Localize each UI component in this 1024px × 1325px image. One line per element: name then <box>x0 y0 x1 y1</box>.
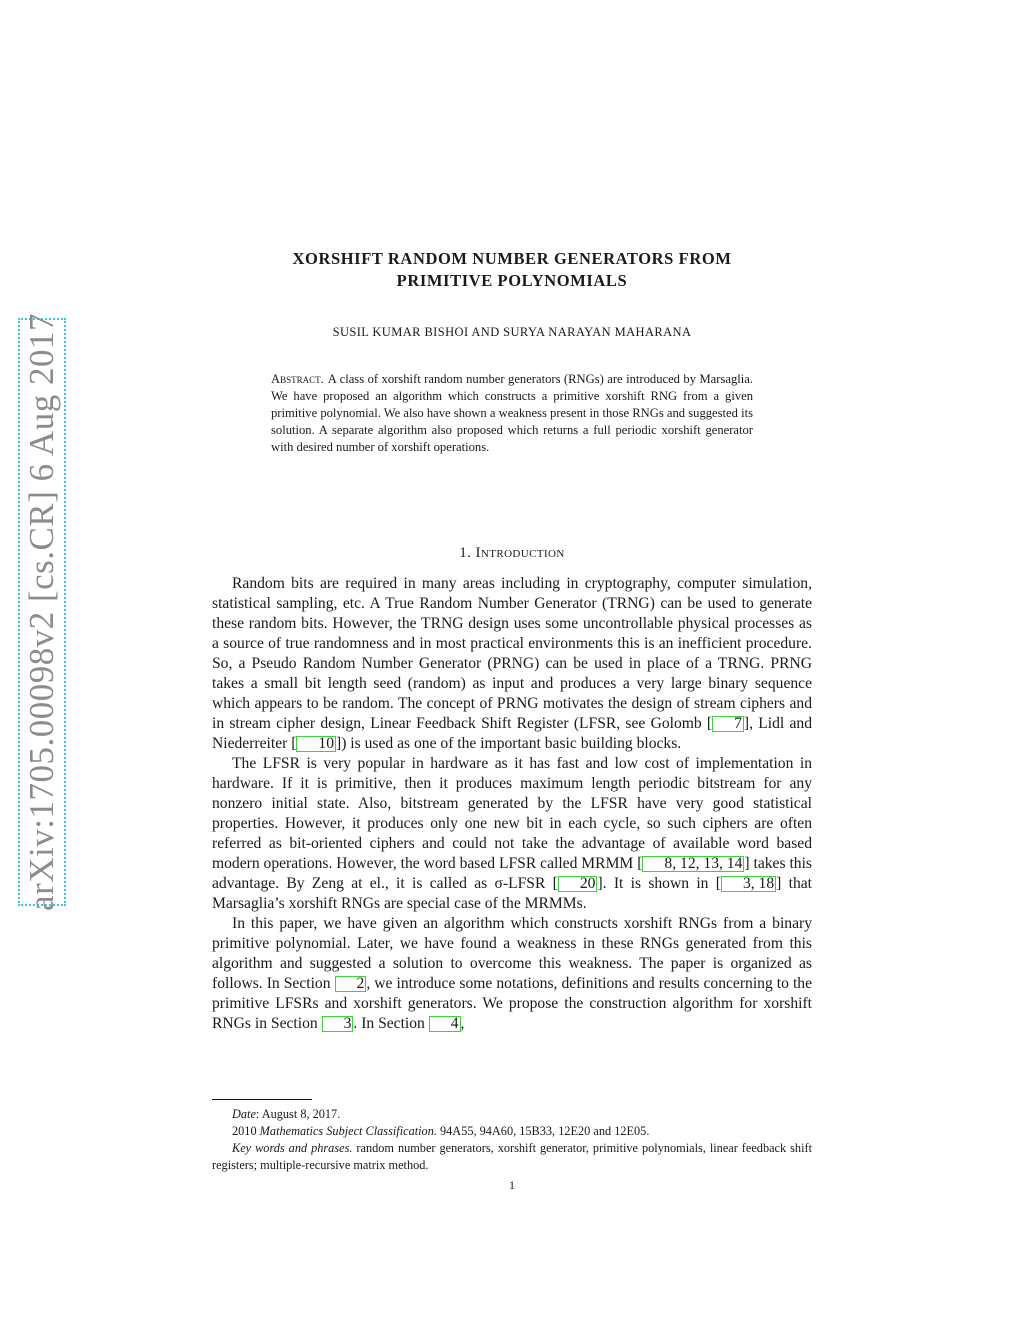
title-line-1: XORSHIFT RANDOM NUMBER GENERATORS FROM <box>292 249 732 268</box>
paragraph-2: The LFSR is very popular in hardware as it has fast and low cost of implementation in hardware. If it is primitive, then it produces maximum length periodic bitstream for any nonzero initial state. Also, bitstream generated by the LFSR have very good statistical properties. However, it produces only one new bit in each cycle, so such ciphers are often referred as bit-oriented ciphers and could not take the advantage of available word based modern operations. However, the word based LFSR called MRMM [ 8, 12, 13, 14 ] takes this advantage. By Zeng at el., it is called as σ-LFSR [ 20 ]. It is shown in [ 3, 18 ] that Marsaglia’s xorshift RNGs are special case of the MRMMs. <box>212 755 812 912</box>
paper-title <box>200 248 824 292</box>
section-link[interactable]: 4 <box>429 1016 461 1032</box>
abstract-text: A class of xorshift random number generators (RNGs) are introduced by Marsaglia. We have proposed an algorithm which constructs a primitive xorshift RNG from a given primitive polynomial. We also have shown a weakness present in those RNGs and suggested its solution. A separate algorithm also proposed which returns a full periodic xorshift generator with desired number of xorshift operations. <box>271 372 753 454</box>
footnote-divider <box>212 1099 312 1100</box>
page-number: 1 <box>509 1178 515 1192</box>
section-link[interactable]: 3 <box>322 1016 354 1032</box>
footnote-msc: 2010 Mathematics Subject Classification. 94A55, 94A60, 15B33, 12E20 and 12E05. <box>232 1124 650 1138</box>
abstract-label: Abstract. <box>271 372 324 386</box>
arxiv-stamp[interactable] <box>18 313 66 911</box>
body-text <box>212 574 812 1034</box>
paragraph-1: Random bits are required in many areas including in cryptography, computer simulation, statistical sampling, etc. A True Random Number Generator (TRNG) can be used to generate these random bits. However, the TRNG design uses some uncontrollable physical processes as a source of true randomness and in most practical environments this is an inefficient procedure. So, a Pseudo Random Number Generator (PRNG) can be used in place of a TRNG. PRNG takes a small bit length seed (random) as input and produces a very large binary sequence which appears to be random. The concept of PRNG motivates the design of stream ciphers and in stream cipher design, Linear Feedback Shift Register (LFSR, see Golomb [ 7 ], Lidl and Niederreiter [ 10 ]) is used as one of the important basic building blocks. <box>212 575 812 752</box>
authors: SUSIL KUMAR BISHOI AND SURYA NARAYAN MAHARANA <box>332 325 692 339</box>
citation-link[interactable]: 20 <box>558 876 598 892</box>
abstract <box>271 371 753 456</box>
title-line-2: PRIMITIVE POLYNOMIALS <box>396 271 628 290</box>
citation-link[interactable]: 8, 12, 13, 14 <box>642 856 744 872</box>
citation-link[interactable]: 7 <box>712 716 744 732</box>
footnote-keywords: Key words and phrases. random number generators, xorshift generator, primitive polynomials, linear feedback shift registers; multiple-recursive matrix method. <box>212 1141 812 1172</box>
footnote-date: Date: August 8, 2017. <box>232 1107 341 1121</box>
footnotes <box>212 1106 812 1174</box>
arxiv-id: arXiv:1705.00098v2 [cs.CR] 6 Aug 2017 <box>22 313 62 911</box>
section-heading: 1. Introduction <box>459 545 565 561</box>
citation-link[interactable]: 10 <box>296 736 336 752</box>
citation-link[interactable]: 3, 18 <box>721 876 776 892</box>
section-link[interactable]: 2 <box>335 976 367 992</box>
paragraph-3: In this paper, we have given an algorithm which constructs xorshift RNGs from a binary primitive polynomial. Later, we have found a weakness in these RNGs generated from this algorithm and suggested a solution to overcome this weakness. The paper is organized as follows. In Section 2 , we introduce some notations, definitions and results concerning to the primitive LFSRs and xorshift generators. We propose the construction algorithm for xorshift RNGs in Section 3 . In Section 4 , <box>212 915 813 1032</box>
